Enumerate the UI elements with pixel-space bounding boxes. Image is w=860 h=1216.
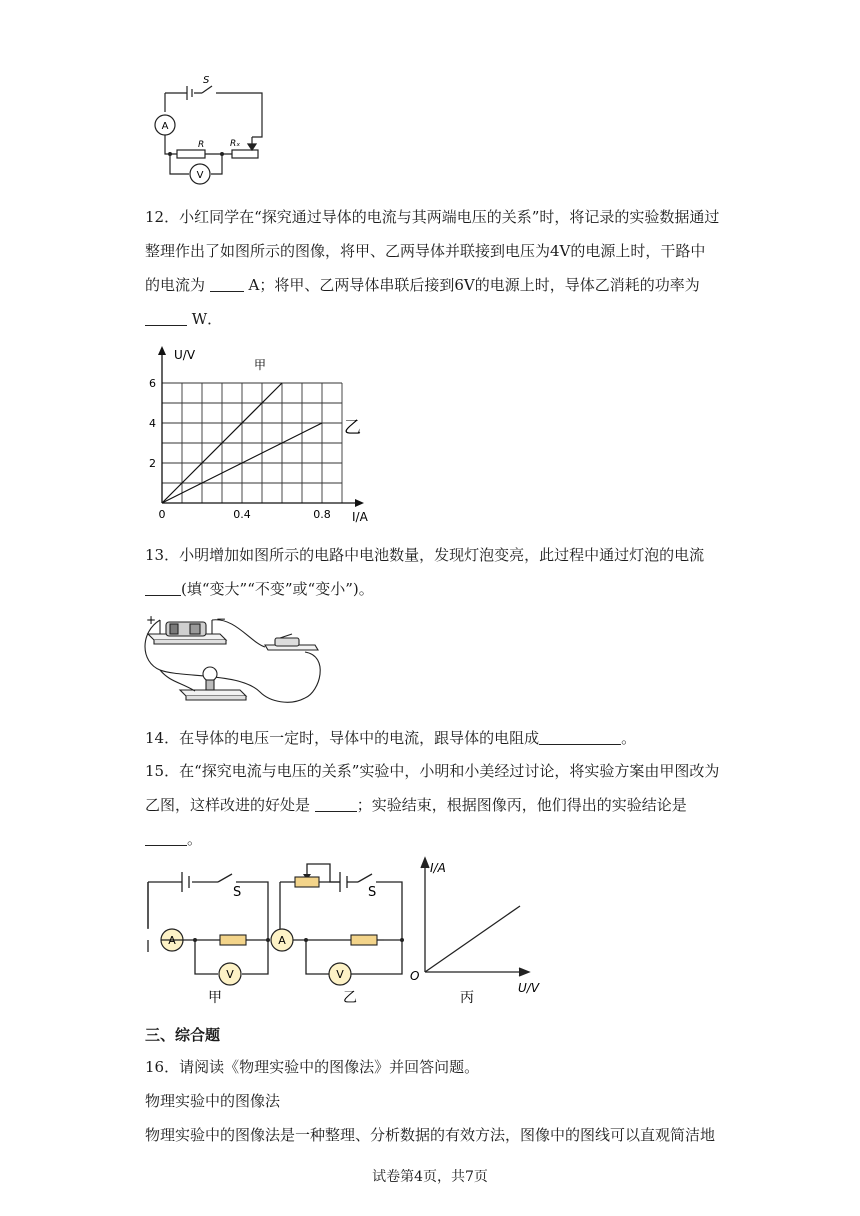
bing-caption: 丙 [460,990,474,1006]
switch-s-label: S [203,75,210,86]
x-tick-label: 0 [158,508,166,521]
q12-answer-blank-2[interactable] [145,309,187,326]
jia-caption: 甲 [208,990,222,1006]
y-tick-label: 6 [149,377,156,390]
jia-voltmeter-letter: V [226,968,234,981]
q13-answer-blank[interactable] [145,579,181,596]
yi-voltmeter-letter: V [336,968,344,981]
graph-bing [421,858,529,976]
ammeter-symbol: A [161,121,169,132]
q15-answer-blank-1[interactable] [315,795,357,812]
bing-y-label: I/A [430,861,446,875]
q16-text [145,1050,725,1152]
circuit-jia [148,872,268,974]
q12-answer-blank-1[interactable] [210,275,244,292]
jia-switch-label: S [233,885,242,900]
chart-x-axis-label: I/A [352,510,368,524]
q14-answer-blank[interactable] [539,728,621,745]
q13-text [145,538,725,606]
q15-figures [140,852,560,1014]
top-circuit-figure [140,70,280,195]
yi-caption: 乙 [343,990,357,1006]
q14-end: 。 [621,729,637,747]
rheostat-rx-label: Rₓ [230,139,241,149]
q15-line1: 15．在“探究电流与电压的关系”实验中，小明和小美经过讨论，将实验方案由甲图改为 [145,762,720,780]
q14-body: 14．在导体的电压一定时，导体中的电流，跟导体的电阻成 [145,729,540,747]
q13-line1: 13．小明增加如图所示的电路中电池数量，发现灯泡变亮，此过程中通过灯泡的电流 [145,546,705,564]
series-label-jia: 甲 [254,358,267,372]
q15-answer-blank-2[interactable] [145,829,187,846]
chart-y-axis-label: U/V [174,348,196,362]
q15-line3b: 。 [187,830,203,848]
q15-line2a: 乙图，这样改进的好处是 [145,796,315,814]
q12-line3b: A；将甲、乙两导体串联后接到6V的电源上时，导体乙消耗的功率为 [243,276,700,294]
voltmeter-symbol: V [196,170,204,181]
q12-line2: 整理作出了如图所示的图像，将甲、乙两导体并联接到电压为4V的电源上时，干路中 [145,242,706,260]
bing-x-label: U/V [518,981,540,995]
q16-article-title: 物理实验中的图像法 [145,1092,281,1110]
section-heading: 三、综合题 [145,1026,221,1044]
ui-chart [140,343,380,525]
y-tick-label: 4 [149,417,156,430]
x-axis-arrow [355,499,364,507]
y-tick-label: 2 [149,457,156,470]
q12-number: 12． [145,208,180,226]
q13-line2b: (填“变大”“不变”或“变小”)。 [181,580,374,598]
x-tick-label: 0.4 [233,508,251,521]
y-axis-arrow [158,346,166,355]
page-footer: 试卷第4页，共7页 [372,1169,488,1185]
q14-text [145,721,725,755]
resistor-r-label: R [198,140,205,150]
q15-text [145,754,725,856]
yi-ammeter-letter: A [278,934,286,947]
battery-minus-sign: − [216,612,227,626]
bing-origin-label: O [410,969,420,983]
chart-series [162,358,361,503]
jia-ammeter-letter: A [168,934,176,947]
x-tick-label: 0.8 [313,508,331,521]
jia-resistor [220,935,246,945]
q12-line1: 小红同学在“探究通过导体的电流与其两端电压的关系”时，将记录的实验数据通过 [179,208,720,226]
battery-bulb-illustration [140,612,340,710]
q16-line1: 16．请阅读《物理实验中的图像法》并回答问题。 [145,1058,480,1076]
yi-rheostat [295,877,319,887]
q16-line2: 物理实验中的图像法是一种整理、分析数据的有效方法，图像中的图线可以直观简洁地 [145,1126,716,1144]
chart-ticks [149,377,331,521]
yi-switch-label: S [368,885,377,900]
chart-grid [162,383,342,503]
q12-line4b: W． [187,310,223,328]
q12-text [145,200,725,336]
q12-line3a: 的电流为 [145,276,210,294]
series-label-yi: 乙 [344,418,361,438]
battery-plus-sign: + [146,613,157,627]
q15-line2b: ；实验结束，根据图像丙，他们得出的实验结论是 [356,796,687,814]
yi-resistor [351,935,377,945]
